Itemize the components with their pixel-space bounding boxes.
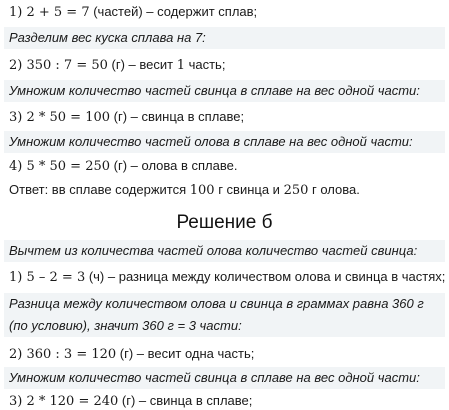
step-b1-text: (ч) – разница между количеством олова и свинца в частях; (85, 269, 446, 284)
answer-line (9, 181, 445, 199)
step-b1-math: 1) 5 – 2 = 3 (9, 270, 86, 285)
answer-text-start: Ответ: вв сплаве содержится (9, 182, 190, 197)
step-b1-difference-parts (9, 268, 445, 286)
step-1-math: 1) 2 + 5 = 7 (9, 5, 90, 20)
comment-multiply-tin (4, 131, 445, 153)
step-3-text: (г) – свинца в сплаве; (110, 109, 245, 124)
comment-subtract-parts (4, 240, 445, 262)
answer-lead-value: 100 (189, 183, 215, 198)
step-2-one-part-weight (9, 56, 445, 74)
step-2-text: (г) – весит (107, 57, 177, 72)
answer-tin-value: 250 (283, 183, 309, 198)
step-b3-math: 3) 2 * 120 = 240 (9, 394, 119, 409)
comment-difference-grams (4, 293, 445, 337)
step-3-math: 3) 2 * 50 = 100 (9, 110, 111, 125)
comment-subtract-text: Вычтем из количества частей олова количество частей свинца: (9, 243, 418, 258)
comment-lead-text: Умножим количество частей свинца в сплаве на вес одной части: (9, 83, 420, 98)
comment-divide-text: Разделим вес куска сплава на 7: (9, 30, 206, 45)
comment-lead-b-text: Умножим количество частей свинца в сплаве на вес одной части: (9, 370, 420, 385)
step-b2-one-part-weight (9, 345, 445, 363)
comment-divide-by-7 (4, 27, 445, 49)
step-b3-text: (г) – свинца в сплаве; (118, 393, 253, 408)
section-heading: Решение б (176, 212, 273, 233)
comment-multiply-lead (4, 80, 445, 102)
comment-multiply-lead-b (4, 367, 445, 389)
step-1-parts-total (9, 3, 445, 21)
step-4-text: (г) – олова в сплаве. (110, 158, 238, 173)
step-b2-math: 2) 360 : 3 = 120 (9, 347, 117, 362)
answer-text-mid: г свинца и (214, 182, 284, 197)
step-1-text: (частей) – содержит сплав; (89, 4, 258, 19)
comment-difference-text: Разница между количеством олова и свинца в граммах равна 360 г (по условию), значит 360 г = 3 части: (9, 296, 424, 333)
step-3-lead-weight (9, 108, 445, 126)
answer-text-end: г олова. (308, 182, 360, 197)
step-2-math-number: 1 (176, 58, 185, 73)
step-4-math: 4) 5 * 50 = 250 (9, 159, 111, 174)
step-2-math: 2) 350 : 7 = 50 (9, 58, 108, 73)
comment-tin-text: Умножим количество частей олова в сплаве на вес одной части: (9, 134, 413, 149)
step-4-tin-weight (9, 157, 445, 175)
step-b2-text: (г) – весит одна часть; (116, 346, 255, 361)
step-b3-lead-weight (9, 392, 445, 410)
step-2-text-end: часть; (184, 57, 226, 72)
